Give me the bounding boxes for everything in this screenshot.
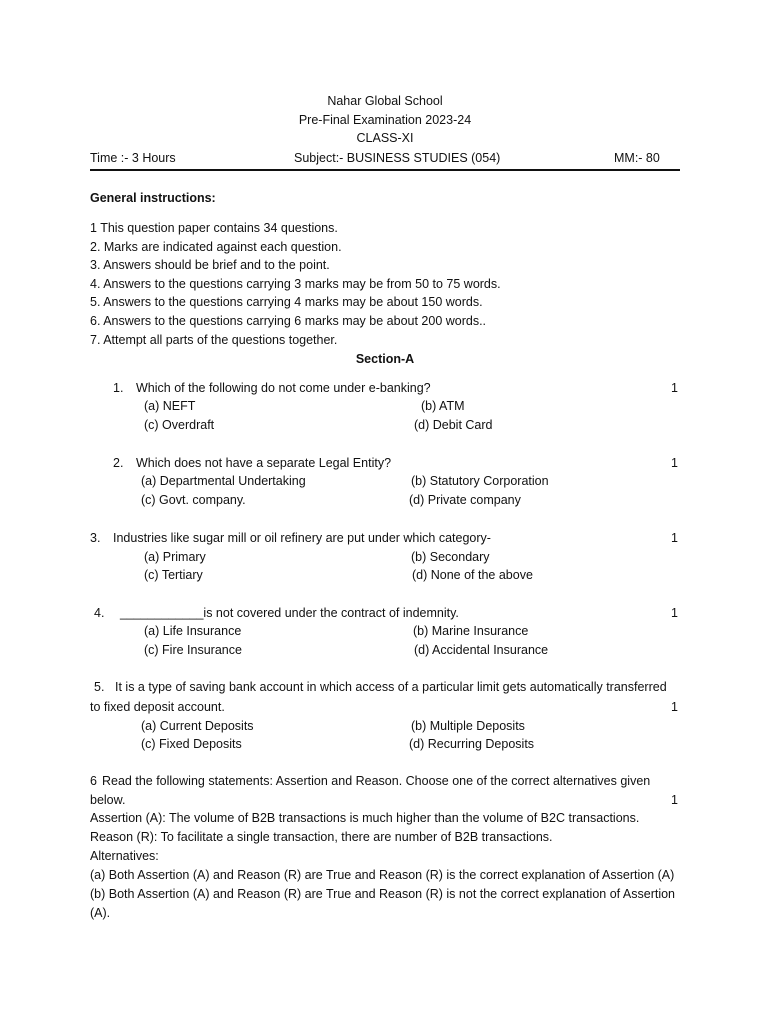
question-text: ____________is not covered under the contract of indemnity.: [120, 606, 459, 620]
option: (c) Fire Insurance: [144, 643, 242, 657]
class-label: CLASS-XI: [356, 131, 414, 145]
alternative-option: (a) Both Assertion (A) and Reason (R) are True and Reason (R) is the correct explanation of Assertion (A): [90, 868, 675, 882]
question-text: It is a type of saving bank account in which access of a particular limit gets automatically transferred: [115, 680, 667, 694]
option: (a) Current Deposits: [141, 719, 254, 733]
question-marks: 1: [671, 700, 678, 714]
section-title: Section-A: [355, 352, 415, 366]
question-number: 3.: [90, 531, 101, 545]
option: (b) Multiple Deposits: [411, 719, 525, 733]
alternative-option: (b) Both Assertion (A) and Reason (R) are True and Reason (R) is not the correct explanation of Assertion: [90, 887, 676, 901]
question-number: 6: [90, 774, 97, 788]
question-text: Industries like sugar mill or oil refinery are put under which category-: [113, 531, 491, 545]
option: (c) Govt. company.: [141, 493, 246, 507]
question-number: 5.: [94, 680, 105, 694]
subject-label: Subject:- BUSINESS STUDIES (054): [294, 151, 501, 165]
question-marks: 1: [671, 793, 678, 807]
option: (b) Marine Insurance: [413, 624, 529, 638]
option: (a) Life Insurance: [144, 624, 242, 638]
reason-statement: Reason (R): To facilitate a single transaction, there are number of B2B transactions.: [90, 830, 553, 844]
question-text-continued: below.: [90, 793, 126, 807]
alternative-option-continued: (A).: [90, 906, 111, 920]
option: (a) Primary: [144, 550, 206, 564]
option: (a) NEFT: [144, 399, 196, 413]
option: (a) Departmental Undertaking: [141, 474, 306, 488]
option: (b) Statutory Corporation: [411, 474, 549, 488]
alternatives-label: Alternatives:: [90, 849, 159, 863]
instruction-item: 1 This question paper contains 34 questions.: [90, 221, 338, 235]
question-marks: 1: [671, 456, 678, 470]
school-name: Nahar Global School: [327, 94, 443, 108]
time-label: Time :- 3 Hours: [90, 151, 176, 165]
option: (c) Tertiary: [144, 568, 203, 582]
question-marks: 1: [671, 381, 678, 395]
option: (d) None of the above: [412, 568, 533, 582]
question-number: 2.: [113, 456, 124, 470]
exam-title: Pre-Final Examination 2023-24: [298, 113, 472, 127]
option: (d) Recurring Deposits: [409, 737, 535, 751]
question-text: Which does not have a separate Legal Entity?: [136, 456, 392, 470]
question-text: Which of the following do not come under e-banking?: [136, 381, 431, 395]
max-marks: MM:- 80: [614, 151, 660, 165]
option: (b) ATM: [421, 399, 465, 413]
question-text: Read the following statements: Assertion and Reason. Choose one of the correct alternatives given: [102, 774, 651, 788]
instructions-heading: General instructions:: [90, 191, 216, 205]
instruction-item: 3. Answers should be brief and to the point.: [90, 258, 330, 272]
instruction-item: 2. Marks are indicated against each question.: [90, 240, 342, 254]
instruction-item: 4. Answers to the questions carrying 3 marks may be from 50 to 75 words.: [90, 277, 501, 291]
option: (b) Secondary: [411, 550, 490, 564]
question-number: 1.: [113, 381, 124, 395]
option: (d) Accidental Insurance: [414, 643, 549, 657]
instruction-item: 5. Answers to the questions carrying 4 marks may be about 150 words.: [90, 295, 483, 309]
question-marks: 1: [671, 606, 678, 620]
option: (d) Private company: [409, 493, 521, 507]
option: (c) Overdraft: [144, 418, 215, 432]
header-divider: [90, 169, 680, 171]
option: (c) Fixed Deposits: [141, 737, 242, 751]
question-text-continued: to fixed deposit account.: [90, 700, 225, 714]
option: (d) Debit Card: [414, 418, 493, 432]
instruction-item: 6. Answers to the questions carrying 6 marks may be about 200 words..: [90, 314, 487, 328]
question-marks: 1: [671, 531, 678, 545]
question-number: 4.: [94, 606, 105, 620]
assertion-statement: Assertion (A): The volume of B2B transactions is much higher than the volume of B2C transactions.: [90, 811, 640, 825]
instruction-item: 7. Attempt all parts of the questions together.: [90, 333, 338, 347]
